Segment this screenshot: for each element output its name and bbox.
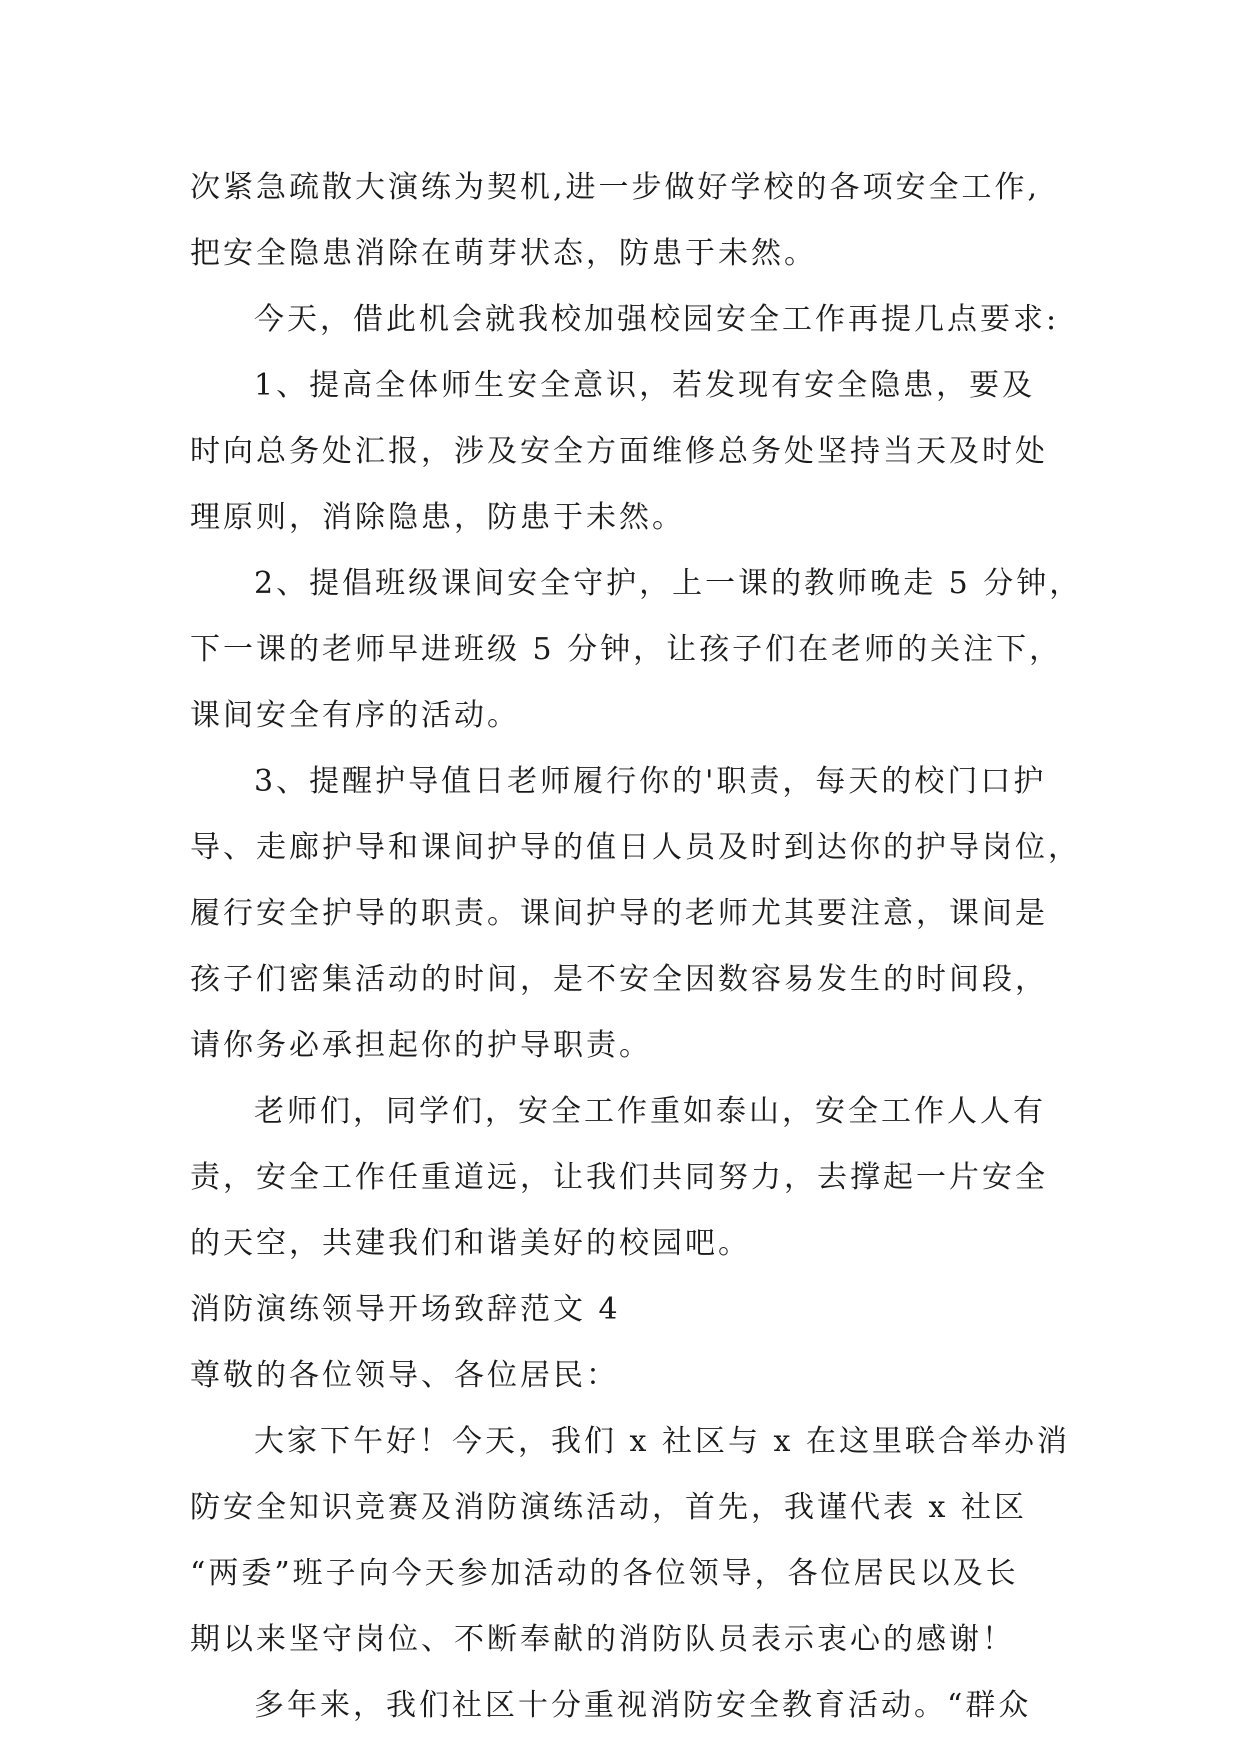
text-line-24: 多年来，我们社区十分重视消防安全教育活动。“群众 (254, 1688, 1032, 1723)
text-line-10: 3、提醒护导值日老师履行你的'职责，每天的校门口护 (254, 764, 1047, 799)
section-heading: 消防演练领导开场致辞范文 4 (190, 1292, 621, 1327)
text-line-15: 老师们，同学们，安全工作重如泰山，安全工作人人有 (254, 1094, 1046, 1129)
text-line-13: 孩子们密集活动的时间，是不安全因数容易发生的时间段， (190, 962, 1048, 997)
text-line-21: 防安全知识竞赛及消防演练活动，首先，我谨代表 x 社区 (190, 1490, 1027, 1525)
text-line-16: 责，安全工作任重道远，让我们共同努力，去撑起一片安全 (190, 1160, 1048, 1195)
text-line-9: 课间安全有序的活动。 (190, 698, 520, 733)
text-line-5: 时向总务处汇报，涉及安全方面维修总务处坚持当天及时处 (190, 434, 1048, 469)
salutation: 尊敬的各位领导、各位居民： (190, 1358, 619, 1393)
text-line-12: 履行安全护导的职责。课间护导的老师尤其要注意，课间是 (190, 896, 1048, 931)
text-line-1: 次紧急疏散大演练为契机,进一步做好学校的各项安全工作, (190, 170, 1041, 205)
text-line-2: 把安全隐患消除在萌芽状态，防患于未然。 (190, 236, 817, 271)
text-line-7: 2、提倡班级课间安全守护，上一课的教师晚走 5 分钟， (254, 566, 1083, 601)
text-line-4: 1、提高全体师生安全意识，若发现有安全隐患，要及 (254, 368, 1036, 403)
document-body (190, 155, 1090, 1739)
text-line-11: 导、走廊护导和课间护导的值日人员及时到达你的护导岗位， (190, 830, 1081, 865)
text-line-14: 请你务必承担起你的护导职责。 (190, 1028, 652, 1063)
text-line-22: “两委”班子向今天参加活动的各位领导，各位居民以及长 (190, 1556, 1019, 1591)
text-line-3: 今天，借此机会就我校加强校园安全工作再提几点要求: (254, 302, 1060, 337)
text-line-8: 下一课的老师早进班级 5 分钟，让孩子们在老师的关注下， (190, 632, 1063, 667)
text-line-6: 理原则，消除隐患，防患于未然。 (190, 500, 685, 535)
text-line-20: 大家下午好！今天，我们 x 社区与 x 在这里联合举办消 (254, 1424, 1070, 1459)
text-line-17: 的天空，共建我们和谐美好的校园吧。 (190, 1226, 751, 1261)
text-line-23: 期以来坚守岗位、不断奉献的消防队员表示衷心的感谢！ (190, 1622, 1015, 1657)
